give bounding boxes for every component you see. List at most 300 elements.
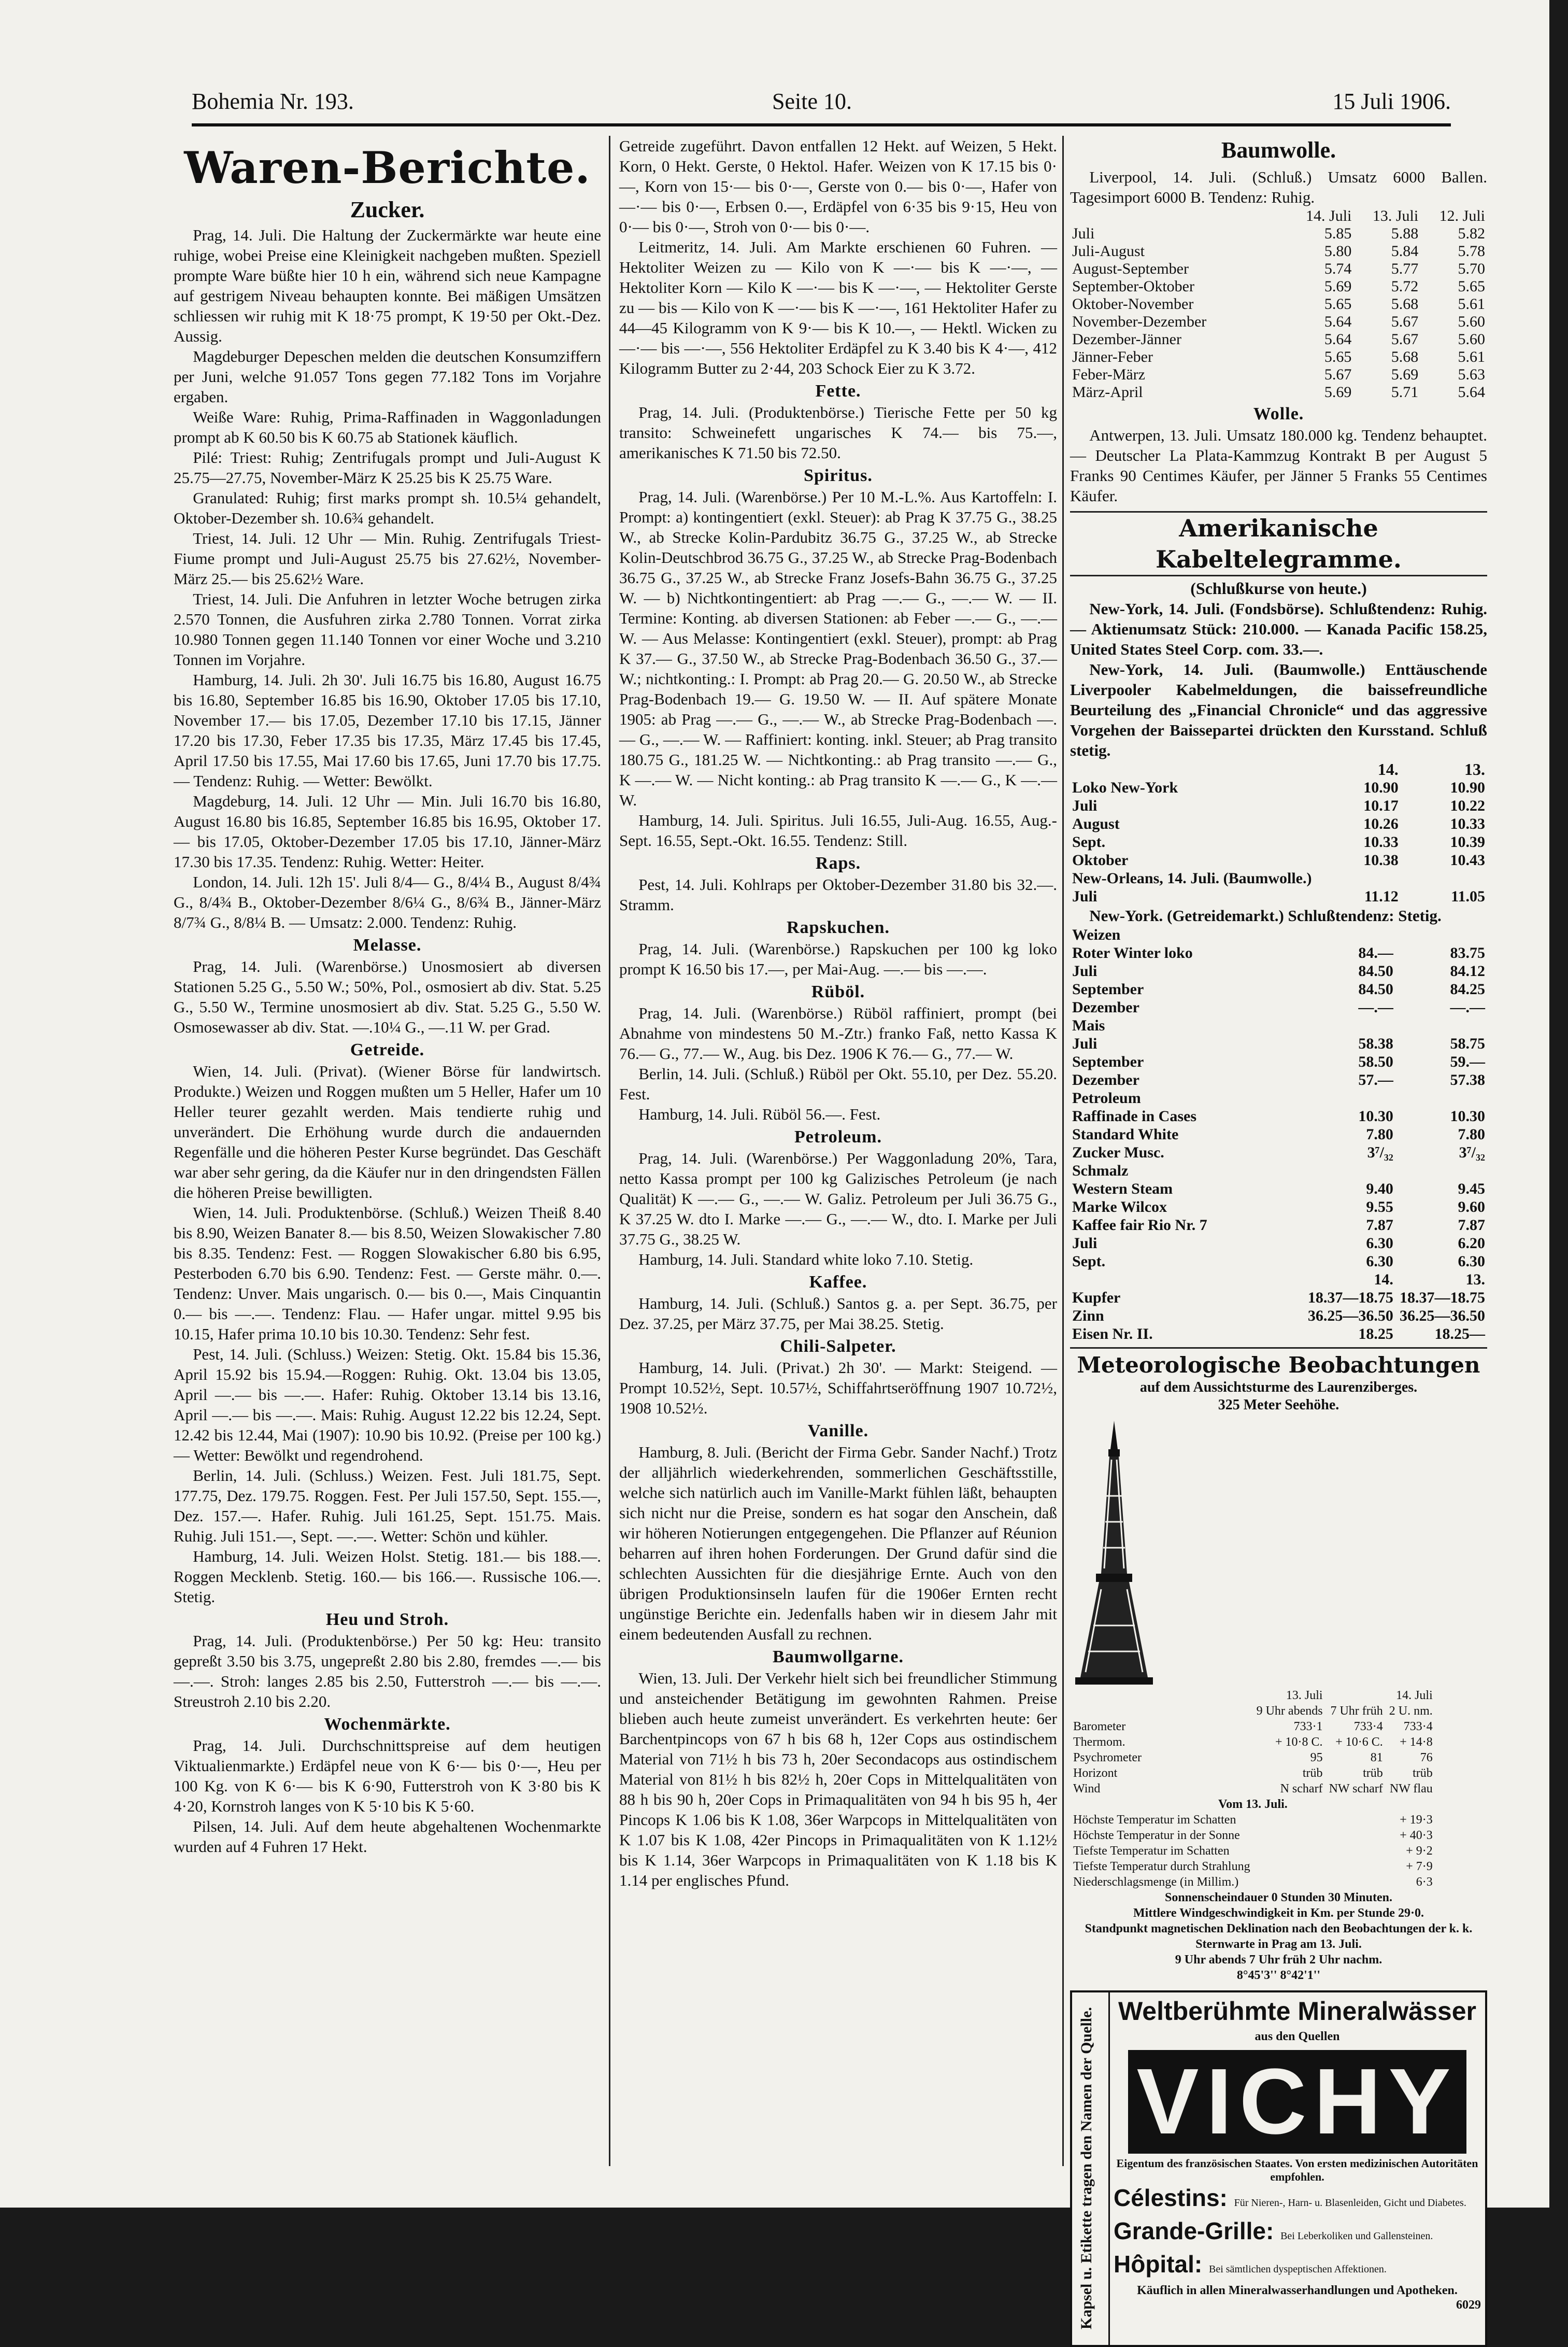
row-label: Feber-März	[1072, 366, 1145, 383]
row-value: 5.74	[1324, 260, 1352, 277]
table-row	[1070, 1859, 1436, 1874]
row-value	[1314, 869, 1400, 887]
row-value: 84.—	[1358, 944, 1393, 962]
report-paragraph: Granulated: Ruhig; first marks prompt sh. 10.5¼ gehandelt, Oktober-Dezember sh. 10.6¾ gehandelt.	[174, 489, 601, 527]
weather-note: 8°45'3'' 8°42'1''	[1236, 1969, 1321, 1982]
table-row	[1070, 1828, 1436, 1843]
row-label: New-Orleans, 14. Juli. (Baumwolle.)	[1072, 870, 1312, 887]
row-value: 6.20	[1458, 1235, 1485, 1252]
vichy-advertisement	[1070, 1990, 1487, 2347]
section-fette: Fette.	[815, 381, 861, 401]
table-row	[1070, 1089, 1487, 1107]
table-row	[1070, 944, 1487, 962]
table-row	[1070, 1719, 1436, 1734]
report-paragraph: Prag, 14. Juli. (Produktenbörse.) Tierische Fette per 50 kg transito: Schweinefett ungarisches K 74.— bis 75.—, amerikanisches K 71.50 bis 72.50.	[619, 403, 1057, 462]
table-row	[1070, 348, 1487, 366]
ad-headline: Weltberühmte Mineralwässer	[1118, 1997, 1476, 2026]
section-chili-salpeter: Chili-Salpeter.	[780, 1337, 896, 1356]
row-label: Raffinade in Cases	[1072, 1108, 1197, 1125]
ad-source-name: Hôpital:	[1114, 2251, 1203, 2278]
row-label: Western Steam	[1072, 1180, 1173, 1197]
row-value: 5.77	[1391, 260, 1419, 277]
row-value: 5.85	[1324, 225, 1352, 242]
report-paragraph: Wien, 14. Juli. Produktenbörse. (Schluß.) Weizen Theiß 8.40 bis 8.90, Weizen Banater 8.— bis 8.50, Weizen Slowakischer 7.80 bis 8.35. Tendenz: Fest. — Roggen Slowakischer 6.80 bis 6.95, Pesterboden 6.70 bis 6.90. Tendenz: Fest. — Gerste mähr. 0.—. Tendenz: Unver. Mais ungarisch. 0.— bis 0.—, Mais Cinquantin 0.— bis —.—. Tendenz: Flau. — Hafer ungar. mittel 9.95 bis 10.15, Hafer prima 10.10 bis 10.30. Tendenz: Sehr fest.	[174, 1204, 601, 1343]
table-header: 14. Juli	[1306, 207, 1352, 224]
row-value: trüb	[1363, 1766, 1383, 1780]
table-header: 9 Uhr abends	[1256, 1704, 1323, 1718]
table-row	[1070, 313, 1487, 331]
row-label: Barometer	[1073, 1720, 1126, 1733]
ad-source-note: Für Nieren-, Harn- u. Blasenleiden, Gicht und Diabetes.	[1234, 2197, 1466, 2209]
row-label: Kaffee fair Rio Nr. 7	[1072, 1217, 1207, 1234]
row-value	[1304, 926, 1395, 944]
ad-description: Eigentum des französischen Staates. Von ersten medizinischen Autoritäten empfohlen.	[1116, 2157, 1478, 2183]
report-paragraph: Magdeburger Depeschen melden die deutschen Konsumziffern per Juni, welche 91.057 Tons gegen 77.182 Tons im Vorjahre ergaben.	[174, 347, 601, 406]
row-value: + 10·8 C.	[1275, 1735, 1323, 1749]
header-left: Bohemia Nr. 193.	[192, 89, 354, 114]
section-spiritus: Spiritus.	[804, 466, 873, 485]
section-raps: Raps.	[815, 854, 861, 873]
row-value: 36.25—36.50	[1307, 1307, 1393, 1324]
ny-grain-table	[1070, 926, 1487, 1343]
row-label: Niederschlagsmenge (in Millim.)	[1073, 1875, 1239, 1889]
table-row	[1070, 1325, 1487, 1343]
table-row	[1070, 1107, 1487, 1125]
table-row	[1070, 1180, 1487, 1198]
row-label: Schmalz	[1072, 1162, 1129, 1179]
row-value: 84.12	[1450, 963, 1485, 980]
row-value: 95	[1310, 1751, 1323, 1764]
row-value: 6.30	[1366, 1235, 1393, 1252]
row-value: 5.64	[1458, 384, 1485, 401]
ad-subline: aus den Quellen	[1255, 2030, 1340, 2043]
report-paragraph: Prag, 14. Juli. (Warenbörse.) Per Waggonladung 20%, Tara, netto Kassa prompt per 100 kg Galizisches Petroleum (je nach Qualität) K —.— G., —.— W. Galiz. Petroleum per Juli 36.75 G., K 37.25 W. dto I. Marke —.— G., —.— W., dto. I. Marke per Juli 37.75 G., 38.25 W.	[619, 1149, 1057, 1248]
row-value: 7.80	[1366, 1126, 1393, 1143]
report-paragraph: Hamburg, 14. Juli. Standard white loko 7.10. Stetig.	[638, 1250, 974, 1268]
table-row	[1070, 797, 1487, 815]
table-row	[1070, 225, 1487, 243]
row-value: 13.	[1465, 1271, 1485, 1288]
row-value: 5.70	[1458, 260, 1485, 277]
row-value: 18.37—18.75	[1400, 1289, 1485, 1306]
row-label: Höchste Temperatur im Schatten	[1073, 1813, 1236, 1827]
section-rueboel: Rüböl.	[811, 982, 865, 1001]
table-row	[1070, 1812, 1436, 1828]
row-label: Tiefste Temperatur durch Strahlung	[1073, 1860, 1250, 1873]
report-paragraph: Hamburg, 14. Juli. Rüböl 56.—. Fest.	[638, 1105, 881, 1123]
report-paragraph: London, 14. Juli. 12h 15'. Juli 8/4— G., 8/4¼ B., August 8/4¾ G., 8/4¾ B., Oktober-Dezember 8/6¼ G., 8/6¾ B., Jänner-März 8/7¾ G., 8/8¼ B. — Umsatz: 2.000. Tendenz: Ruhig.	[174, 873, 601, 931]
report-paragraph: Hamburg, 8. Juli. (Bericht der Firma Gebr. Sander Nachf.) Trotz der alljährlich wiederkehrenden, sommerlichen Geschäftsstille, welche sich natürlich auch im Vanille-Markt fühlen läßt, behaupten sich nicht nur die Preise, sondern es hat sogar den Anschein, daß wir höheren Notierungen entgegengehen. Die Pflanzer auf Réunion beharren auf ihren hohen Forderungen. Der Grund dafür sind die schlechten Aussichten für die diesjährige Ernte. Auch von den übrigen Produktionsinseln laufen für die 1906er Ernten recht ungünstige Berichte ein. Jedenfalls haben wir in diesem Jahr mit einem bedeutenden Ausfall zu rechnen.	[619, 1443, 1057, 1643]
row-value: 733·4	[1403, 1720, 1433, 1733]
report-paragraph: Wien, 14. Juli. (Privat). (Wiener Börse für landwirtsch. Produkte.) Weizen und Roggen mußten um 5 Heller, Hafer um 10 Heller teurer gezahlt werden. Mais tendierte ruhig und unverändert. Die Erhöhung wurde durch die andauernden Regenfälle und die höheren Pester Kurse begründet. Das Geschäft war aber sehr gering, da die Käufer nur in den dringendsten Fällen die höheren Preise bewilligten.	[174, 1062, 601, 1201]
row-value: 57.38	[1450, 1071, 1485, 1088]
table-row	[1070, 1289, 1487, 1307]
row-value: 5.71	[1391, 384, 1419, 401]
ad-side-text: Kapsel u. Etikette tragen den Namen der Quelle.	[1078, 2007, 1095, 2329]
table-row	[1070, 1125, 1487, 1143]
row-value	[1304, 1089, 1395, 1107]
row-label: Jänner-Feber	[1072, 348, 1153, 365]
row-value	[1395, 1016, 1487, 1035]
section-melasse: Melasse.	[353, 936, 422, 955]
row-value: 6.30	[1458, 1253, 1485, 1270]
table-header-row	[1070, 1703, 1436, 1719]
row-label: Standard White	[1072, 1126, 1179, 1143]
ad-source	[1114, 2217, 1481, 2250]
table-row	[1070, 384, 1487, 401]
ad-brand: VICHY	[1128, 2050, 1466, 2154]
report-paragraph: Hamburg, 14. Juli. Weizen Holst. Stetig. 181.— bis 188.—. Roggen Mecklenb. Stetig. 160.— bis 166.—. Russische 106.—. Stetig.	[174, 1547, 601, 1606]
report-paragraph: Prag, 14. Juli. (Produktenbörse.) Per 50 kg: Heu: transito gepreßt 3.50 bis 3.75, ungepreßt 2.80 bis 2.80, fremdes —.— bis —.—. Stroh: langes 2.85 bis 2.50, Futterstroh —.— bis —.—. Streustroh 2.10 bis 2.20.	[174, 1632, 601, 1710]
table-header: 14. Juli	[1396, 1689, 1433, 1702]
row-value: 5.72	[1391, 278, 1419, 295]
row-value: 3⁷/₃₂	[1367, 1144, 1393, 1161]
report-paragraph: Getreide zugeführt. Davon entfallen 12 Hekt. auf Weizen, 5 Hekt. Korn, 0 Hekt. Gerste, 0 Hektol. Hafer. Weizen von K 17.15 bis 0·—, Korn von 15·— bis 0·—, Gerste von 0.— bis 0·—, Hafer von —·— bis 0·—, Erbsen 0.—, Erdäpfel von 6·35 bis 9·15, Heu von 0·— bis 0·—, Stroh von 0·— bis 0·—.	[619, 137, 1057, 236]
table-row	[1070, 1270, 1487, 1289]
weather-note: 9 Uhr abends 7 Uhr früh 2 Uhr nachm.	[1175, 1953, 1382, 1967]
row-label: Juli	[1072, 1035, 1097, 1052]
table-row	[1070, 1874, 1436, 1890]
row-value: 36.25—36.50	[1400, 1307, 1485, 1324]
row-value: —.—	[1358, 999, 1393, 1016]
row-value: 11.12	[1364, 888, 1399, 905]
table-row	[1070, 833, 1487, 851]
section-rapskuchen: Rapskuchen.	[786, 918, 890, 937]
row-value: 11.05	[1451, 888, 1485, 905]
row-label: Sept.	[1072, 833, 1106, 851]
table-header-row	[1070, 1688, 1436, 1703]
row-label: November-Dezember	[1072, 313, 1207, 330]
table-header-row	[1070, 207, 1487, 225]
table-row	[1070, 243, 1487, 260]
row-value: 9.60	[1458, 1198, 1485, 1215]
table-row	[1070, 1071, 1487, 1089]
report-paragraph: New-York. (Getreidemarkt.) Schlußtendenz: Stetig.	[1089, 907, 1442, 925]
row-label: Juli	[1072, 888, 1097, 905]
row-value: trüb	[1302, 1766, 1323, 1780]
row-label: Juli-August	[1072, 243, 1145, 260]
row-value: 10.90	[1450, 779, 1485, 796]
report-paragraph: Weiße Ware: Ruhig, Prima-Raffinaden in Waggonladungen prompt ab K 60.50 bis K 60.75 ab Stationek käuflich.	[174, 408, 601, 446]
row-label: August	[1072, 815, 1120, 832]
ad-source-name: Grande-Grille:	[1114, 2217, 1274, 2244]
report-paragraph: Prag, 14. Juli. Durchschnittspreise auf dem heutigen Viktualienmarkte.) Erdäpfel neue von K 6·— bis 0·—, Heu per 100 Kg. von K 6·— bis K 6·90, Futterstroh von K 3·80 bis K 4·20, Kornstroh langes von K 5·10 bis K 5·60.	[174, 1736, 601, 1815]
row-label: Oktober-November	[1072, 295, 1194, 313]
table-row	[1070, 869, 1487, 887]
table-row	[1070, 1750, 1436, 1765]
section-wochenmaerkte: Wochenmärkte.	[324, 1715, 451, 1734]
row-label: Sept.	[1072, 1253, 1106, 1270]
row-value: 10.26	[1363, 815, 1399, 832]
report-paragraph: Prag, 14. Juli. Die Haltung der Zuckermärkte war heute eine ruhige, wobei Preise eine Kleinigkeit nachgeben mußten. Speziell prompte Ware büßte hier 10 h ein, während sich neue Kampagne auf gestrigem Niveau behaupten konnte. Bei mäßigen Umsätzen schliessen wir ruhig mit K 18·75 prompt, K 19·50 per Okt.-Dez. Aussig.	[174, 226, 601, 345]
table-row	[1070, 815, 1487, 833]
cotton-price-table	[1070, 207, 1487, 401]
row-value	[1304, 1162, 1395, 1180]
table-row	[1070, 887, 1487, 906]
row-value: 5.78	[1458, 243, 1485, 260]
row-value: 5.67	[1391, 313, 1419, 330]
table-header-row	[1070, 760, 1487, 779]
row-value: 18.25—	[1434, 1325, 1485, 1342]
weather-box	[1070, 1347, 1487, 1983]
row-value: 81	[1370, 1751, 1383, 1764]
row-value: NW flau	[1389, 1782, 1433, 1795]
weather-day: Vom 13. Juli.	[1218, 1798, 1288, 1811]
report-paragraph: Pest, 14. Juli. Kohlraps per Oktober-Dezember 31.80 bis 32.—. Stramm.	[619, 875, 1057, 914]
table-row	[1070, 1797, 1436, 1812]
row-label: Tiefste Temperatur im Schatten	[1073, 1844, 1230, 1858]
row-value: 10.33	[1363, 833, 1399, 851]
section-vanille: Vanille.	[807, 1421, 869, 1440]
weather-subtitle: auf dem Aussichtsturme des Laurenziberges.	[1139, 1379, 1418, 1395]
section-zucker: Zucker.	[350, 197, 425, 222]
table-row	[1070, 1162, 1487, 1180]
row-value	[1395, 926, 1487, 944]
weather-altitude: 325 Meter Seehöhe.	[1218, 1397, 1339, 1413]
column-divider	[609, 136, 610, 2166]
section-subtitle: (Schlußkurse von heute.)	[1190, 579, 1367, 598]
table-row	[1070, 331, 1487, 348]
row-value: 18.37—18.75	[1307, 1289, 1393, 1306]
row-label: Petroleum	[1072, 1090, 1141, 1107]
row-label: Juli	[1072, 1235, 1097, 1252]
report-paragraph: Triest, 14. Juli. Die Anfuhren in letzter Woche betrugen zirka 2.570 Tonnen, die Ausfuhren zirka 2.780 Tonnen. Vorrat zirka 10.980 Tonnen gegen 11.140 Tonnen vor einer Woche und 3.210 Tonnen im Vorjahre.	[174, 590, 601, 669]
ad-footer: Käuflich in allen Mineralwasserhandlungen und Apotheken.	[1137, 2284, 1458, 2297]
row-value: + 9·2	[1406, 1844, 1433, 1858]
row-value: + 14·8	[1400, 1735, 1433, 1749]
row-label: Juli	[1072, 225, 1095, 242]
report-paragraph: Hamburg, 14. Juli. (Schluß.) Santos g. a. per Sept. 36.75, per Dez. 37.25, per März 37.75, per Mai 38.25. Stetig.	[619, 1294, 1057, 1333]
table-row	[1070, 962, 1487, 980]
row-label: September	[1072, 981, 1144, 998]
table-row	[1070, 1252, 1487, 1270]
row-value	[1304, 1016, 1395, 1035]
row-value: 57.—	[1358, 1071, 1393, 1088]
table-row	[1070, 980, 1487, 998]
row-value: 5.64	[1324, 331, 1352, 348]
table-row	[1070, 1053, 1487, 1071]
report-paragraph: New-York, 14. Juli. (Baumwolle.) Enttäuschende Liverpooler Kabelmeldungen, die baissefreundliche Beurteilung des „Financial Chronicle“ und das aggressive Vorgehen der Baissepartei drückten den Kursstand. Schluß stetig.	[1070, 660, 1487, 759]
table-row	[1070, 851, 1487, 869]
row-value	[1401, 869, 1487, 887]
row-value: N scharf	[1280, 1782, 1323, 1795]
report-paragraph: Magdeburg, 14. Juli. 12 Uhr — Min. Juli 16.70 bis 16.80, August 16.80 bis 16.85, September 16.85 bis 16.95, Oktober 17.— bis 17.05, Oktober-Dezember 17.05 bis 17.10, Jänner-März 17.30 bis 17.35. Tendenz: Ruhig. Wetter: Heiter.	[174, 792, 601, 871]
header-center: Seite 10.	[772, 89, 852, 114]
column-1	[174, 136, 601, 2166]
row-value: 10.38	[1363, 852, 1399, 869]
row-value: 10.30	[1450, 1108, 1485, 1125]
row-value: 5.69	[1324, 278, 1352, 295]
ad-source-note: Bei Leberkoliken und Gallensteinen.	[1280, 2230, 1433, 2242]
row-label: Wind	[1073, 1782, 1101, 1795]
row-value: 733·4	[1353, 1720, 1383, 1733]
row-value: 3⁷/₃₂	[1459, 1144, 1485, 1161]
row-value: 7.80	[1458, 1126, 1485, 1143]
ny-cotton-table	[1070, 760, 1487, 906]
row-value: 5.80	[1324, 243, 1352, 260]
row-value: 83.75	[1450, 944, 1485, 962]
row-value: 10.22	[1450, 797, 1485, 814]
table-row	[1070, 1234, 1487, 1252]
row-value: 5.68	[1391, 295, 1419, 313]
report-paragraph: Hamburg, 14. Juli. 2h 30'. Juli 16.75 bis 16.80, August 16.75 bis 16.80, September 16.85 bis 16.90, Oktober 17.05 bis 17.10, November 17.— bis 17.05, Dezember 17.10 bis 17.15, Jänner 17.20 bis 17.30, Feber 17.35 bis 17.35, März 17.45 bis 17.45, April 17.50 bis 17.55, Mai 17.60 bis 17.65, Juni 17.70 bis 17.75. — Tendenz: Ruhig. — Wetter: Bewölkt.	[174, 671, 601, 790]
weather-title: Meteorologische Beobachtungen	[1077, 1352, 1480, 1378]
row-value: 76	[1420, 1751, 1433, 1764]
table-row	[1070, 278, 1487, 295]
section-kaffee: Kaffee.	[809, 1273, 867, 1292]
row-value: 5.65	[1324, 295, 1352, 313]
ad-number: 6029	[1456, 2298, 1481, 2312]
petrin-tower-image	[1070, 1418, 1158, 1688]
row-label: März-April	[1072, 384, 1143, 401]
row-value: 5.88	[1391, 225, 1419, 242]
ad-source	[1114, 2250, 1481, 2283]
weather-table	[1070, 1688, 1436, 1890]
table-row	[1070, 260, 1487, 278]
report-paragraph: Prag, 14. Juli. (Warenbörse.) Per 10 M.-L.%. Aus Kartoffeln: I. Prompt: a) kontingentiert (exkl. Steuer): ab Prag K 37.75 G., 38.25 W., ab Strecke Kolin-Pardubitz 36.75 G., 37.25 W., ab Strecke Kolin-Deutschbrod 36.75 G., 37.25 W., ab Strecke Prag-Bodenbach 36.75 G., 37.25 W., ab Strecke Franz Josefs-Bahn 36.75 G., 37.25 W. — b) Nichtkontingentiert: ab Prag —.— G., —.— W. — II. Termine: Konting. ab diversen Stationen: ab Feber —.— G., —.— W. — Aus Melasse: Kontingentiert (exkl. Steuer), prompt: ab Prag K 37.— G., 37.50 W., ab Strecke Prag-Bodenbach 36.50 G., 37.— W.; nichtkonting.: I. Prompt: ab Prag 20.— G. 20.50 W., ab Strecke Prag-Bodenbach 19.— G. 19.50 W. — II. Auf spätere Monate 1905: ab Prag —.— G., —.— W., ab Strecke Prag-Bodenbach —.— G., —.— W. — Raffiniert: konting. inkl. Steuer; ab Prag transito 180.75 G., 181.25 W. — Nichtkonting.: ab Prag transito —.— G., K —.— W. — Nicht konting.: ab Prag transito K —.— G., K —.— W.	[619, 488, 1057, 809]
table-row	[1070, 779, 1487, 797]
section-petroleum: Petroleum.	[794, 1127, 882, 1147]
row-value	[1395, 1089, 1487, 1107]
row-value: 10.39	[1450, 833, 1485, 851]
row-value: NW scharf	[1329, 1782, 1383, 1795]
header-rule	[192, 123, 1451, 126]
row-label: Juli	[1072, 797, 1097, 814]
row-value: 9.55	[1366, 1198, 1393, 1215]
table-header: 14.	[1377, 760, 1399, 779]
report-paragraph: Hamburg, 14. Juli. (Privat.) 2h 30'. — Markt: Steigend. — Prompt 10.52½, Sept. 10.57½, Schiffahrtseröffnung 1907 10.72½, 1908 10.52½.	[619, 1359, 1057, 1417]
row-label: Dezember	[1072, 999, 1139, 1016]
weather-note: Mittlere Windgeschwindigkeit in Km. per Stunde 29·0.	[1133, 1906, 1424, 1920]
page-header	[192, 88, 1451, 124]
table-row	[1070, 1843, 1436, 1859]
section-baumwollgarne: Baumwollgarne.	[773, 1647, 904, 1666]
row-value: 5.63	[1458, 366, 1485, 383]
row-value	[1395, 1162, 1487, 1180]
row-value: 58.38	[1358, 1035, 1393, 1052]
table-row	[1070, 1198, 1487, 1216]
report-paragraph: Prag, 14. Juli. (Warenbörse.) Rapskuchen per 100 kg loko prompt K 16.50 bis 17.—, per Mai-Aug. —.— bis —.—.	[619, 940, 1057, 978]
row-label: Zinn	[1072, 1307, 1104, 1324]
row-value: 10.90	[1363, 779, 1399, 796]
row-value: + 10·6 C.	[1335, 1735, 1383, 1749]
column-divider	[1062, 136, 1064, 2166]
row-label: September-Oktober	[1072, 278, 1194, 295]
row-value: 733·1	[1293, 1720, 1323, 1733]
row-value: 5.82	[1458, 225, 1485, 242]
ad-source-name: Célestins:	[1114, 2184, 1228, 2211]
row-value: + 40·3	[1400, 1829, 1433, 1842]
row-label: Psychrometer	[1073, 1751, 1142, 1764]
header-right: 15 Juli 1906.	[1332, 89, 1451, 114]
row-value: 7.87	[1366, 1217, 1393, 1234]
report-paragraph: Triest, 14. Juli. 12 Uhr — Min. Ruhig. Zentrifugals Triest-Fiume prompt und Juli-August 25.75 bis 27.62½, November-März 25.— bis 25.62½ Ware.	[174, 529, 601, 588]
section-baumwolle: Baumwolle.	[1221, 137, 1336, 163]
page-title: Waren-Berichte.	[184, 142, 591, 193]
table-header: 13.	[1464, 760, 1485, 779]
table-row	[1070, 926, 1487, 944]
report-paragraph: Hamburg, 14. Juli. Spiritus. Juli 16.55, Juli-Aug. 16.55, Aug.-Sept. 16.55, Sept.-Okt. 16.55. Tendenz: Still.	[619, 811, 1057, 850]
row-value: 84.25	[1450, 981, 1485, 998]
row-label: Kupfer	[1072, 1289, 1121, 1306]
report-paragraph: Prag, 14. Juli. (Warenbörse.) Rüböl raffiniert, prompt (bei Abnahme von mindestens 50 M.-Ztr.) franko Faß, netto Kassa K 76.— G., 77.— W., Aug. bis Dez. 1906 K 76.— G., 77.— W.	[619, 1004, 1057, 1063]
table-row	[1070, 1016, 1487, 1035]
row-label: Oktober	[1072, 852, 1129, 869]
ad-side-strip	[1072, 1992, 1110, 2345]
row-label: Mais	[1072, 1017, 1105, 1034]
row-value: 5.68	[1391, 348, 1419, 365]
column-2	[619, 136, 1057, 2166]
row-value: 14.	[1374, 1271, 1393, 1288]
row-value: 58.75	[1450, 1035, 1485, 1052]
report-paragraph: Pilé: Triest: Ruhig; Zentrifugals prompt und Juli-August K 25.75—27.75, November-März K 25.25 bis K 25.75 Ware.	[174, 448, 601, 487]
row-value: 10.17	[1363, 797, 1399, 814]
row-value: 5.61	[1458, 348, 1485, 365]
table-row	[1070, 1781, 1436, 1797]
row-value: 5.84	[1391, 243, 1419, 260]
table-header: 2 U. nm.	[1389, 1704, 1433, 1718]
row-label: Marke Wilcox	[1072, 1198, 1167, 1215]
report-paragraph: Wien, 13. Juli. Der Verkehr hielt sich bei freundlicher Stimmung und ansteichender Betätigung im gewohnten Rahmen. Preise blieben auch heute zumeist unverändert. Es verkehrten heute: 6er Barchentpincops von 67 h bis 68 h, 12er Cops aus ostindischem Material von 71½ h bis 73 h, 20er Secondacops aus ostindischem Material von 81½ h bis 82½ h, 20er Cops in Mittelqualitäten von 88 h bis 90 h, 20er Cops in Primaqualitäten von 94 h bis 95 h, 4er Pincops K 1.06 bis K 1.08, 36er Warpcops in Mittelqualitäten von K 1.07 bis K 1.08, 42er Pincops in Primaqualitäten von K 1.12½ bis K 1.14, 36er Warpcops in Primaqualitäten von K 1.18 bis K 1.14 per englisches Pfund.	[619, 1669, 1057, 1889]
row-value: 59.—	[1450, 1053, 1485, 1070]
row-label: Thermom.	[1073, 1735, 1125, 1749]
table-row	[1070, 1216, 1487, 1234]
row-value: —.—	[1450, 999, 1485, 1016]
table-header: 13. Juli	[1286, 1689, 1323, 1702]
row-value: + 7·9	[1406, 1860, 1433, 1873]
row-value: 5.69	[1391, 366, 1419, 383]
ad-source	[1114, 2184, 1481, 2217]
row-label: August-September	[1072, 260, 1189, 277]
ad-body	[1114, 1996, 1481, 2312]
table-row	[1070, 1765, 1436, 1781]
report-paragraph: Prag, 14. Juli. (Warenbörse.) Unosmosiert ab diversen Stationen 5.25 G., 5.50 W.; 50%, Pol., osmosiert ab div. Stat. 5.25 G., 5.50 W., Termine unosmosiert ab div. Stat. 5.25 G., 5.50 W. Osmosewasser ab div. Stat. —.10¼ G., —.11 W. per Grad.	[174, 957, 601, 1036]
row-value: 18.25	[1358, 1325, 1393, 1342]
table-row	[1070, 1035, 1487, 1053]
row-label	[1070, 1270, 1304, 1289]
table-header: 12. Juli	[1439, 207, 1485, 224]
report-paragraph: Berlin, 14. Juli. (Schluss.) Weizen. Fest. Juli 181.75, Sept. 177.75, Dez. 179.75. Roggen. Fest. Per Juli 157.50, Sept. 155.—, Dez. 157.—. Hafer. Ruhig. Juli 161.25, Sept. 151.75. Mais. Ruhig. Juli 151.—, Sept. —.—. Wetter: Schön und kühler.	[174, 1466, 601, 1545]
row-value: 5.65	[1458, 278, 1485, 295]
row-label: Höchste Temperatur in der Sonne	[1073, 1829, 1240, 1842]
row-value: 84.50	[1358, 963, 1393, 980]
row-value: 10.33	[1450, 815, 1485, 832]
row-value: 7.87	[1458, 1217, 1485, 1234]
row-value: 5.60	[1458, 313, 1485, 330]
row-value: + 19·3	[1400, 1813, 1433, 1827]
table-row	[1070, 998, 1487, 1016]
row-label: Dezember-Jänner	[1072, 331, 1181, 348]
row-label: Horizont	[1073, 1766, 1118, 1780]
row-value: 6.30	[1366, 1253, 1393, 1270]
table-row	[1070, 1307, 1487, 1325]
weather-note: Sonnenscheindauer 0 Stunden 30 Minuten.	[1164, 1891, 1392, 1904]
row-label: Dezember	[1072, 1071, 1139, 1088]
row-value: 9.45	[1458, 1180, 1485, 1197]
column-3	[1070, 136, 1487, 2329]
row-value: 58.50	[1358, 1053, 1393, 1070]
row-value: 5.67	[1391, 331, 1419, 348]
report-paragraph: Pilsen, 14. Juli. Auf dem heute abgehaltenen Wochenmarkte wurden auf 4 Fuhren 17 Hekt.	[174, 1817, 601, 1856]
section-heu: Heu und Stroh.	[325, 1610, 449, 1629]
weather-note: Standpunkt magnetischen Deklination nach den Beobachtungen der k. k. Sternwarte in Prag am 13. Juli.	[1085, 1922, 1473, 1951]
table-row	[1070, 295, 1487, 313]
row-value: 6·3	[1416, 1875, 1433, 1889]
report-paragraph: Leitmeritz, 14. Juli. Am Markte erschienen 60 Fuhren. — Hektoliter Weizen zu — Kilo von K —·— bis K —·—, — Hektoliter Korn — Kilo K —·— bis K —·—, — Hektoliter Gerste zu — bis — Kilo von K —·— bis K —·—, 161 Hektoliter Hafer zu 44—45 Kilogramm von K 9·— bis K 10.—, — Hektl. Wicken zu —·— bis —·—, 556 Hektoliter Erdäpfel zu K 3.40 bis K 4·—, 412 Kilogramm Butter zu 2·44, 203 Schock Eier zu K 3.72.	[619, 238, 1057, 377]
row-value: trüb	[1413, 1766, 1433, 1780]
row-value: 5.65	[1324, 348, 1352, 365]
row-value: 84.50	[1358, 981, 1393, 998]
